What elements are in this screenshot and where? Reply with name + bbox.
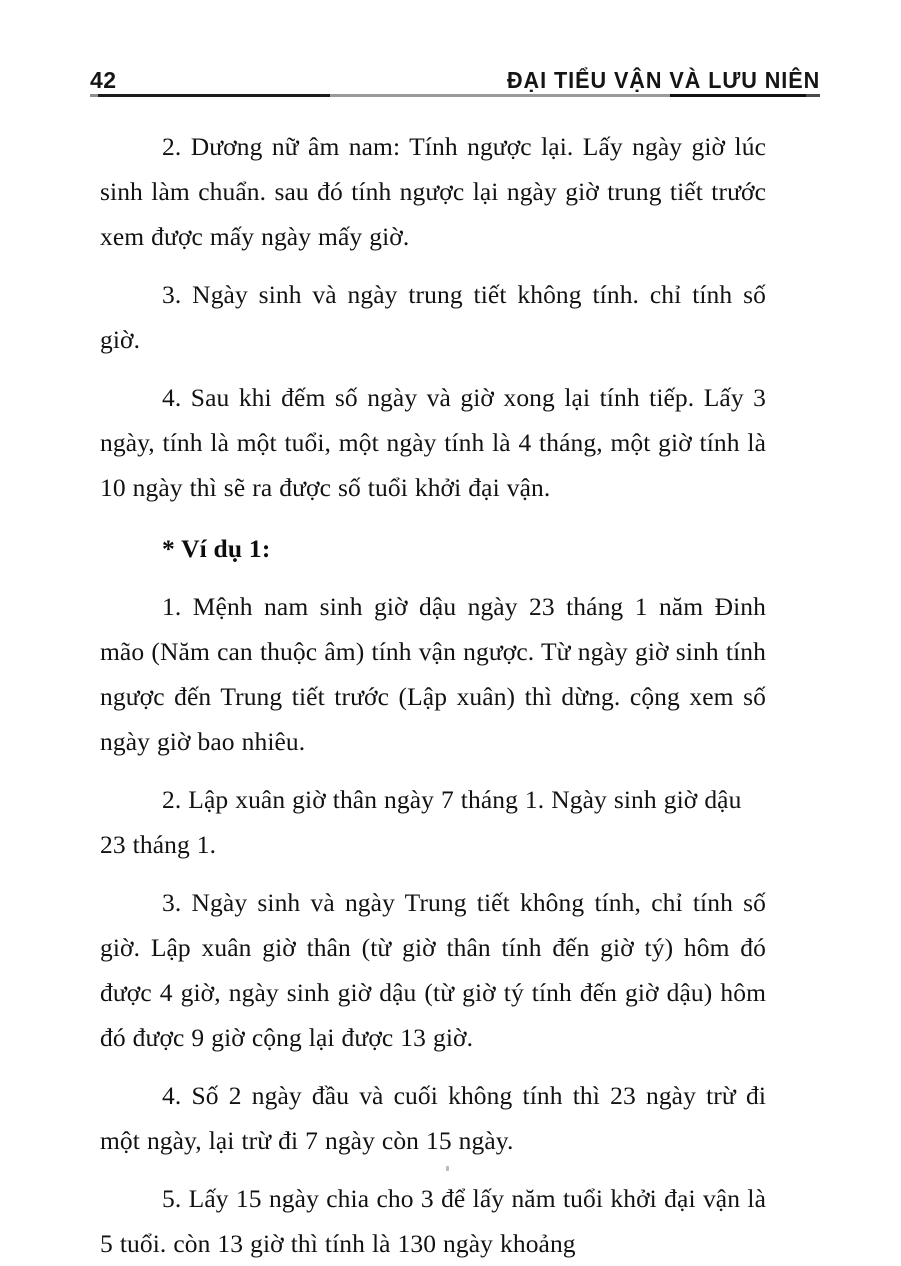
paragraph-example-4: 4. Số 2 ngày đầu và cuối không tính thì 23 ngày trừ đi một ngày, lại trừ đi 7 ngày còn 15 ngày. (100, 1081, 766, 1155)
paragraph-spacer (100, 571, 766, 584)
paragraph-rule-2: 2. Dương nữ âm nam: Tính ngược lại. Lấy ngày giờ lúc sinh làm chuẩn. sau đó tính ngược lại ngày giờ trung tiết trước xem được mấy ngày mấy giờ. (100, 132, 766, 251)
paragraph-spacer (100, 362, 766, 375)
running-header (90, 52, 820, 94)
page-body (100, 124, 766, 1266)
paragraph-spacer (100, 1060, 766, 1073)
paragraph-rule-4: 4. Sau khi đếm số ngày và giờ xong lại tính tiếp. Lấy 3 ngày, tính là một tuổi, một ngày tính là 4 tháng, một giờ tính là 10 ngày thì sẽ ra được số tuổi khởi đại vận. (100, 383, 766, 502)
running-title: ĐẠI TIỂU VẬN VÀ LƯU NIÊN (506, 67, 820, 93)
paragraph-spacer (100, 259, 766, 272)
paragraph-example-3: 3. Ngày sinh và ngày Trung tiết không tính, chỉ tính số giờ. Lập xuân giờ thân (từ giờ thân tính đến giờ tý) hôm đó được 4 giờ, ngày sinh giờ dậu (từ giờ tý tính đến giờ dậu) hôm đó được 9 giờ cộng lại được 13 giờ. (100, 888, 766, 1052)
example-heading: * Ví dụ 1: (162, 534, 271, 563)
paragraph-example-1: 1. Mệnh nam sinh giờ dậu ngày 23 tháng 1 năm Đinh mão (Năm can thuộc âm) tính vận ngược. Từ ngày giờ sinh tính ngược đến Trung tiết trước (Lập xuân) thì dừng. cộng xem số ngày giờ bao nhiêu. (100, 592, 766, 756)
paragraph-spacer (100, 1163, 766, 1176)
paragraph-spacer (100, 764, 766, 777)
paragraph-example-2: 2. Lập xuân giờ thân ngày 7 tháng 1. Ngày sinh giờ dậu 23 tháng 1. (100, 785, 742, 859)
scan-artifact-speck (446, 1166, 449, 1171)
header-divider-rule (90, 94, 820, 97)
paragraph-spacer (100, 510, 766, 526)
paragraph-example-5: 5. Lấy 15 ngày chia cho 3 để lấy năm tuổi khởi đại vận là 5 tuổi. còn 13 giờ thì tính là 130 ngày khoảng (100, 1184, 766, 1258)
paragraph-rule-3: 3. Ngày sinh và ngày trung tiết không tính. chỉ tính số giờ. (100, 280, 766, 354)
page-number: 42 (90, 67, 117, 93)
paragraph-spacer (100, 867, 766, 880)
